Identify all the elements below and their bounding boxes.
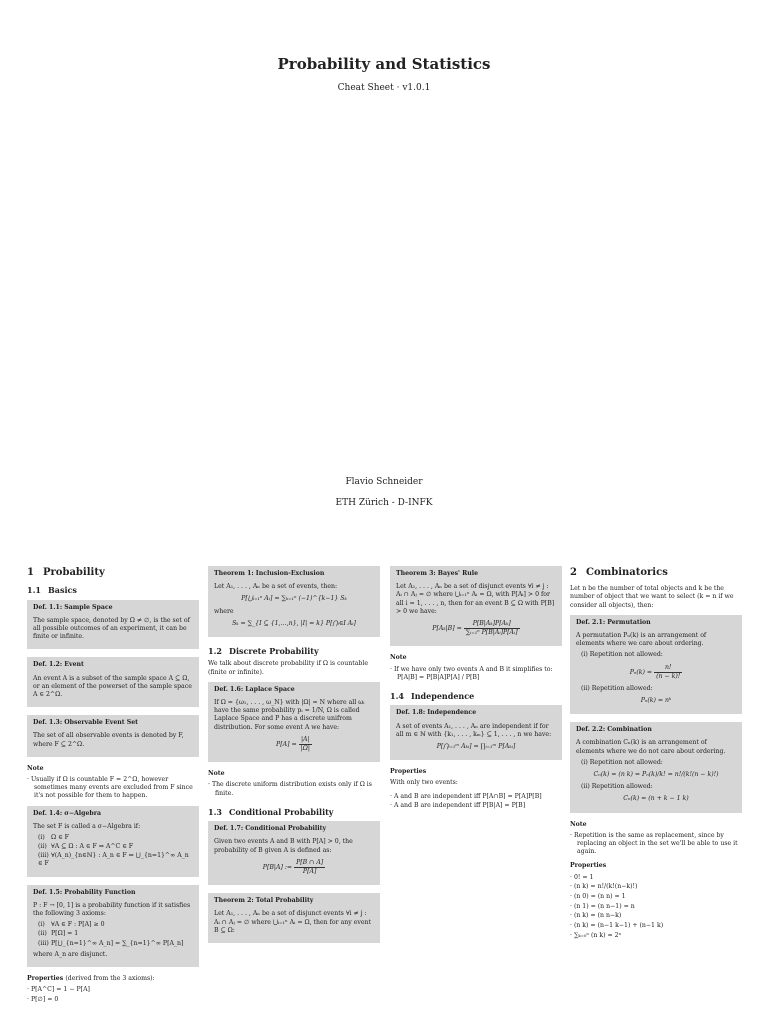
definition-title: Def. 1.7: Conditional Probability <box>214 825 327 833</box>
column-4 <box>570 566 742 945</box>
definition-title: Def. 1.5: Probability Function <box>33 888 136 896</box>
properties-heading <box>27 975 199 983</box>
fraction-denominator: (n − k)! <box>656 672 681 680</box>
item-label: (iii) <box>38 852 49 860</box>
subsection-number: 1.3 <box>208 806 222 817</box>
definition-text: An event A is a subset of the sample space A ⊆ Ω, or an element of the powerset of the sample space A ∈ 2^Ω. <box>33 674 192 699</box>
item-text: ∀A ∈ F : P[A] ≥ 0 <box>51 921 105 929</box>
equation <box>214 736 374 753</box>
definition-box-independence <box>390 705 562 760</box>
note-heading: Note <box>27 764 44 772</box>
note-item: · Usually if Ω is countable F = 2^Ω, however sometimes many events are excluded from F since it's not possible for them to happen. <box>27 776 199 801</box>
subsection-heading-independence <box>390 691 562 702</box>
properties-heading: Properties <box>570 862 607 870</box>
list-item <box>38 930 193 938</box>
equation-lhs: P[Aₖ|B] = <box>432 625 462 633</box>
item-label: (ii) <box>38 930 47 938</box>
author-block <box>0 477 768 508</box>
equation: Sₖ = ∑_{I ⊆ {1,…,n}, |I| = k} P[⋂ᵢ∈I Aᵢ] <box>232 619 356 627</box>
list-item: · ∑ₖ₌₀ⁿ (n k) = 2ⁿ <box>570 932 742 940</box>
list-item: · (n k) = n!/(k!(n−k)!) <box>570 883 742 891</box>
equation <box>396 620 556 637</box>
theorem-box-total-probability <box>208 893 380 943</box>
properties-intro: With only two events: <box>390 779 458 787</box>
definition-text: The sample space, denoted by Ω ≠ ∅, is the set of all possible outcomes of an experiment, it can be finite or infinite. <box>33 616 190 641</box>
note-heading: Note <box>208 770 225 778</box>
definition-box-sample-space <box>27 600 199 650</box>
author-affiliation: ETH Zürich - D-INFK <box>335 498 433 508</box>
note-item: · Repetition is the same as replacement, since by replacing an object in the set we'll be able to use it again. <box>570 832 742 857</box>
equation-lhs: P[A] = <box>276 740 297 748</box>
equation: Cₙ(k) = (n k) = Pₙ(k)/k! = n!/(k!(n − k)!) <box>593 771 719 778</box>
section-title: Combinatorics <box>586 567 668 578</box>
document-title: Probability and Statistics <box>277 55 491 73</box>
subsection-number: 1.4 <box>390 690 404 701</box>
section-heading-combinatorics <box>570 566 742 579</box>
subsection-number: 1.1 <box>27 585 41 596</box>
note-list <box>570 832 742 857</box>
fraction-numerator: P[B|Aₖ]P[Aₖ] <box>464 620 520 629</box>
note-heading: Note <box>570 820 587 828</box>
equation <box>576 664 736 681</box>
fraction-denominator: ∑ᵢ₌₁ⁿ P[B|Aᵢ]P[Aᵢ] <box>465 629 518 637</box>
definition-text: If Ω = {ω₁, . . . , ω_N} with |Ω| = N where all ωᵢ have the same probability pᵢ = 1/N, Ω is called Laplace Space and P has a discrete unifrom distribution. For some event A we have: <box>214 699 365 731</box>
definition-title: Def. 1.3: Observable Event Set <box>33 719 139 727</box>
theorem-text: Let A₁, . . . , Aₙ be a set of disjunct events ∀i ≠ j : Aᵢ ∩ Aⱼ = ∅ where ⋃ᵢ₌₁ⁿ Aᵢ = Ω, with P[Aᵢ] > 0 for all i = 1, . . . , n, then for an event B ⊆ Ω with P[B] > 0 we have: <box>396 583 555 615</box>
title-block <box>0 55 768 93</box>
definition-intro: The set F is called a σ−Algebra if: <box>33 822 141 830</box>
properties-list <box>390 793 562 811</box>
item-text: P[⋃_{n=1}^∞ A_n] = ∑_{n=1}^∞ P[A_n] <box>51 939 184 947</box>
fraction-denominator: P[A] <box>302 868 317 876</box>
axiom-list <box>33 834 193 869</box>
subsection-heading-basics <box>27 585 199 596</box>
fraction <box>654 664 682 681</box>
equation: P[⋃ᵢ₌₁ⁿ Aᵢ] = ∑ₖ₌₁ⁿ (−1)^{k−1} Sₖ <box>241 595 347 603</box>
item-text: ∀A ⊆ Ω : A ∈ F ⇒ A^C ∈ F <box>51 843 134 851</box>
properties-suffix: (derived from the 3 axioms): <box>65 974 155 982</box>
definition-text: Given two events A and B with P[A] > 0, the probability of B given A is defined as: <box>214 838 353 854</box>
theorem-intro: Let A₁, . . . , Aₙ be a set of events, then: <box>214 583 338 591</box>
definition-title: Def. 2.2: Combination <box>576 726 652 734</box>
theorem-box-inclusion-exclusion <box>208 566 380 637</box>
case-label: (i) Repetition not allowed: <box>581 758 663 766</box>
paragraph: We talk about discrete probability if Ω is countable (finite or infinite). <box>208 660 369 676</box>
definition-box-conditional-probability <box>208 821 380 885</box>
theorem-text: Let A₁, . . . , Aₙ be a set of disjunct events ∀i ≠ j : Aᵢ ∩ Aⱼ = ∅ where ⋃ᵢ₌₁ⁿ Aᵢ = Ω, then for any event B ⊆ Ω: <box>214 910 371 934</box>
list-item <box>38 921 193 929</box>
list-item <box>38 834 193 842</box>
definition-box-combination <box>570 722 742 812</box>
theorem-where: where <box>214 607 234 615</box>
list-item: · 0! = 1 <box>570 874 742 882</box>
item-label: (i) <box>38 833 45 841</box>
definition-title: Def. 1.2: Event <box>33 661 84 669</box>
definition-text: The set of all observable events is denoted by F, where F ⊆ 2^Ω. <box>33 732 184 748</box>
case-label: (ii) Repetition allowed: <box>581 684 653 692</box>
definition-box-permutation <box>570 615 742 715</box>
theorem-title: Theorem 1: Inclusion-Exclusion <box>214 570 325 577</box>
list-item <box>38 852 193 868</box>
section-heading-probability <box>27 566 199 579</box>
list-item: · (n k) = (n n−k) <box>570 912 742 920</box>
theorem-title: Theorem 2: Total Probability <box>214 897 314 905</box>
definition-title: Def. 1.6: Laplace Space <box>214 685 295 693</box>
item-label: (iii) <box>38 939 49 947</box>
section-title: Probability <box>43 567 105 578</box>
properties-label: Properties <box>27 974 64 982</box>
case-label: (ii) Repetition allowed: <box>581 783 653 791</box>
definition-box-laplace-space <box>208 682 380 762</box>
list-item <box>38 843 193 851</box>
list-item <box>38 940 193 948</box>
fraction-numerator: P[B ∩ A] <box>294 859 325 868</box>
fraction <box>299 736 312 753</box>
list-item: · (n k) = (n−1 k−1) + (n−1 k) <box>570 922 742 930</box>
note-heading: Note <box>390 654 407 662</box>
note-item: · If we have only two events A and B it simplifies to: P[A|B] = P[B|A]P[A] / P[B] <box>390 666 562 682</box>
definition-title: Def. 1.1: Sample Space <box>33 603 113 611</box>
properties-list <box>570 874 742 940</box>
fraction-numerator: |A| <box>299 736 312 745</box>
item-text: Ω ∈ F <box>51 833 69 841</box>
definition-box-observable-event-set <box>27 715 199 757</box>
definition-title: Def. 1.4: σ−Algebra <box>33 809 102 817</box>
definition-title: Def. 2.1: Permutation <box>576 618 651 626</box>
author-name: Flavio Schneider <box>345 477 423 487</box>
equation-lhs: P[B|A] := <box>262 864 293 872</box>
fraction-denominator: |Ω| <box>300 744 310 752</box>
list-item: · (n 1) = (n n−1) = n <box>570 903 742 911</box>
case-label: (i) Repetition not allowed: <box>581 651 663 659</box>
item-text: ∀(A_n)_{n∈ℕ} : A_n ∈ F ⇒ ⋃_{n=1}^∞ A_n ∈ F <box>38 852 189 868</box>
document-subtitle: Cheat Sheet · v1.0.1 <box>337 83 431 93</box>
note-list <box>390 666 562 682</box>
section-number: 1 <box>27 567 34 578</box>
axiom-list <box>33 921 193 948</box>
definition-text: A set of events A₁, . . . , Aₙ are independent if for all m ∈ ℕ with {k₁, . . . , kₘ} ⊆ 1, . . . , n we have: <box>396 722 552 738</box>
theorem-title: Theorem 3: Bayes' Rule <box>396 570 479 577</box>
subsection-title: Discrete Probability <box>229 645 319 656</box>
item-label: (i) <box>38 921 45 929</box>
column-1 <box>27 566 199 1009</box>
equation: P[⋂ᵢ₌₁ᵐ Aₖᵢ] = ∏ᵢ₌₁ᵐ P[Aₖᵢ] <box>436 742 516 750</box>
paragraph: Let n be the number of total objects and k be the number of object that we want to select (k = n if we consider all objects), then: <box>570 585 734 609</box>
equation: Cₙ(k) = (n + k − 1 k) <box>623 795 689 803</box>
equation <box>214 859 374 876</box>
subsection-heading-discrete-probability <box>208 646 380 657</box>
definition-intro: P : F → [0, 1] is a probability function if it satisfies the following 3 axioms: <box>33 901 191 918</box>
column-3 <box>390 566 562 815</box>
note-list <box>27 776 199 801</box>
item-text: P[Ω] = 1 <box>51 930 79 938</box>
list-item: · P[A^C] = 1 − P[A] <box>27 986 199 994</box>
definition-outro: where A_n are disjunct. <box>33 950 108 958</box>
subsection-title: Independence <box>411 690 475 701</box>
item-label: (ii) <box>38 843 47 851</box>
equation: Pₙ(k) = nᵏ <box>640 697 672 705</box>
definition-title: Def. 1.8: Independence <box>396 709 477 717</box>
list-item: · A and B are independent iff P[A∩B] = P[A]P[B] <box>390 793 562 801</box>
fraction-numerator: n! <box>654 664 682 673</box>
definition-box-probability-function <box>27 885 199 967</box>
theorem-box-bayes-rule <box>390 566 562 646</box>
fraction <box>294 859 325 876</box>
subsection-number: 1.2 <box>208 645 222 656</box>
note-item: · The discrete uniform distribution exists only if Ω is finite. <box>208 781 380 797</box>
definition-text: A combination Cₙ(k) is an arrangement of elements where we do not care about ordering. <box>576 739 726 755</box>
fraction <box>464 620 520 637</box>
subsection-title: Basics <box>48 585 77 596</box>
subsection-title: Conditional Probability <box>229 806 334 817</box>
definition-text: A permutation Pₙ(k) is an arrangement of elements where we care about ordering. <box>576 631 707 648</box>
subsection-heading-conditional-probability <box>208 807 380 818</box>
list-item: · A and B are independent iff P[B|A] = P[B] <box>390 802 562 810</box>
section-number: 2 <box>570 567 577 578</box>
properties-heading: Properties <box>390 768 427 776</box>
column-2 <box>208 566 380 951</box>
list-item: · P[∅] = 0 <box>27 996 199 1004</box>
list-item: · (n 0) = (n n) = 1 <box>570 893 742 901</box>
definition-box-sigma-algebra <box>27 806 199 877</box>
note-list <box>208 781 380 797</box>
equation-lhs: Pₙ(k) = <box>629 668 653 676</box>
properties-list <box>27 986 199 1004</box>
definition-box-event <box>27 657 199 707</box>
